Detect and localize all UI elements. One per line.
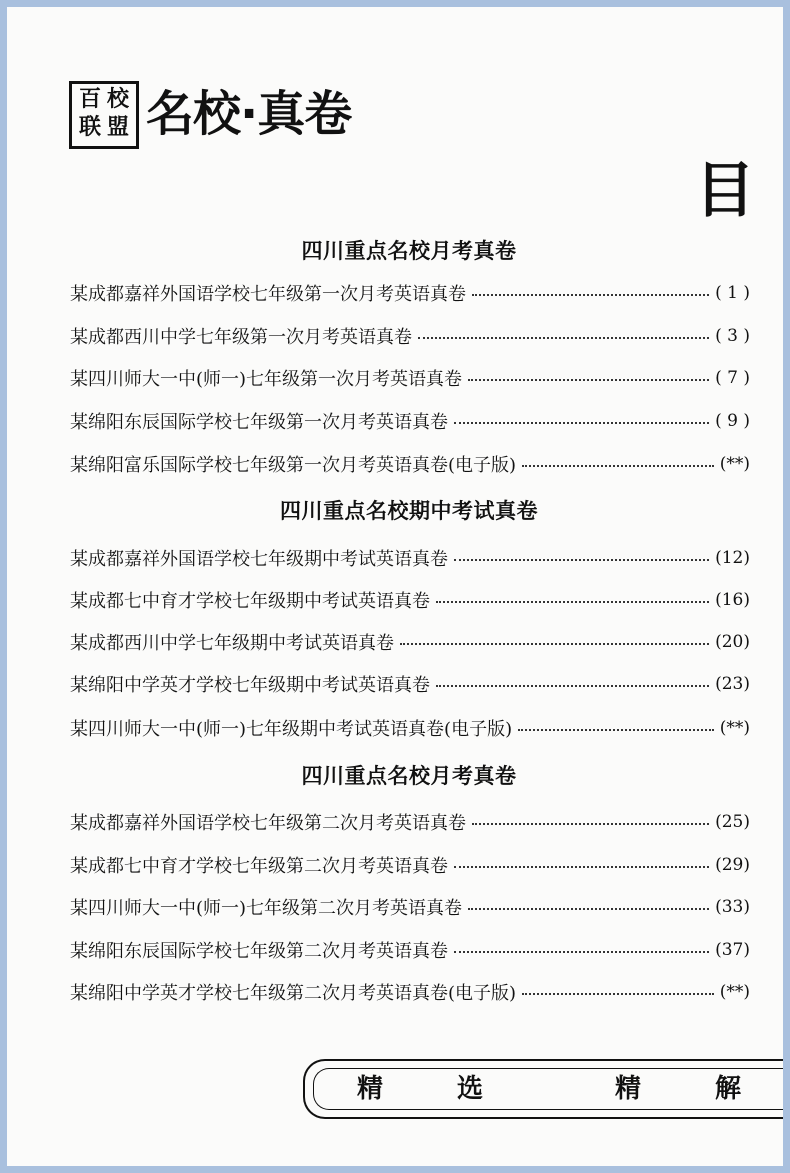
toc-entry[interactable]	[70, 362, 750, 394]
banner-word: 解	[715, 1074, 742, 1104]
contents-heading-char: 目	[695, 156, 755, 226]
entry-page: (**)	[719, 454, 750, 474]
entry-page: (16)	[715, 590, 750, 610]
entry-page: (12)	[715, 548, 750, 568]
entry-title: 某四川师大一中(师一)七年级第一次月考英语真卷	[70, 369, 463, 390]
entry-title: 某成都嘉祥外国语学校七年级第一次月考英语真卷	[70, 284, 466, 305]
dot-leader	[436, 601, 709, 603]
dot-leader	[454, 951, 709, 953]
dot-leader	[518, 729, 714, 731]
entry-title: 某绵阳东辰国际学校七年级第二次月考英语真卷	[70, 941, 448, 962]
dot-leader	[418, 337, 709, 339]
entry-page: ( 3 )	[715, 326, 750, 346]
alliance-logo	[69, 81, 139, 149]
entry-title: 某成都嘉祥外国语学校七年级期中考试英语真卷	[70, 549, 448, 570]
toc-entry[interactable]	[70, 668, 750, 700]
entry-page: (**)	[719, 982, 750, 1002]
entry-page: (20)	[715, 632, 750, 652]
logo-char: 盟	[106, 115, 129, 140]
toc-entry[interactable]	[70, 448, 750, 480]
section-title: 四川重点名校月考真卷	[301, 764, 517, 788]
toc-entry[interactable]	[70, 891, 750, 923]
entry-title: 某成都西川中学七年级期中考试英语真卷	[70, 633, 394, 654]
entry-page: ( 1 )	[715, 283, 750, 303]
toc-entry[interactable]	[70, 405, 750, 437]
entry-title: 某成都嘉祥外国语学校七年级第二次月考英语真卷	[70, 813, 466, 834]
entry-title: 某成都西川中学七年级第一次月考英语真卷	[70, 327, 412, 348]
entry-page: ( 7 )	[715, 368, 750, 388]
dot-leader	[436, 685, 709, 687]
dot-leader	[522, 465, 714, 467]
entry-title: 某绵阳中学英才学校七年级第二次月考英语真卷(电子版)	[70, 983, 517, 1004]
entry-title: 某绵阳东辰国际学校七年级第一次月考英语真卷	[70, 412, 448, 433]
toc-entry[interactable]	[70, 806, 750, 838]
dot-leader	[468, 379, 709, 381]
dot-leader	[472, 823, 709, 825]
bottom-banner	[303, 1059, 783, 1119]
dot-leader	[454, 559, 709, 561]
entry-page: (29)	[715, 855, 750, 875]
document-page	[7, 7, 783, 1166]
toc-entry[interactable]	[70, 584, 750, 616]
brand-title: 名校·真卷	[146, 86, 352, 142]
toc-entry[interactable]	[70, 849, 750, 881]
dot-leader	[400, 643, 709, 645]
entry-title: 某四川师大一中(师一)七年级第二次月考英语真卷	[70, 898, 463, 919]
toc-entry[interactable]	[70, 626, 750, 658]
banner-word: 选	[457, 1074, 484, 1104]
entry-page: ( 9 )	[715, 411, 750, 431]
dot-leader	[522, 993, 714, 995]
logo-char: 联	[78, 115, 101, 140]
entry-title: 某绵阳中学英才学校七年级期中考试英语真卷	[70, 675, 430, 696]
entry-page: (23)	[715, 674, 750, 694]
entry-title: 某四川师大一中(师一)七年级期中考试英语真卷(电子版)	[70, 719, 513, 740]
dot-leader	[472, 294, 709, 296]
entry-title: 某成都七中育才学校七年级第二次月考英语真卷	[70, 856, 448, 877]
entry-title: 某成都七中育才学校七年级期中考试英语真卷	[70, 591, 430, 612]
banner-word: 精	[615, 1074, 642, 1104]
toc-entry[interactable]	[70, 542, 750, 574]
entry-title: 某绵阳富乐国际学校七年级第一次月考英语真卷(电子版)	[70, 455, 517, 476]
banner-inner-border	[313, 1068, 783, 1110]
logo-char: 百	[78, 87, 101, 112]
dot-leader	[468, 908, 709, 910]
entry-page: (25)	[715, 812, 750, 832]
toc-entry[interactable]	[70, 976, 750, 1008]
dot-leader	[454, 422, 709, 424]
entry-page: (**)	[719, 718, 750, 738]
entry-page: (33)	[715, 897, 750, 917]
dot-leader	[454, 866, 709, 868]
toc-entry[interactable]	[70, 712, 750, 744]
logo-char: 校	[106, 87, 129, 112]
toc-entry[interactable]	[70, 320, 750, 352]
toc-entry[interactable]	[70, 934, 750, 966]
banner-word: 精	[357, 1074, 384, 1104]
section-title: 四川重点名校期中考试真卷	[280, 499, 538, 523]
toc-entry[interactable]	[70, 277, 750, 309]
entry-page: (37)	[715, 940, 750, 960]
section-title: 四川重点名校月考真卷	[301, 239, 517, 263]
